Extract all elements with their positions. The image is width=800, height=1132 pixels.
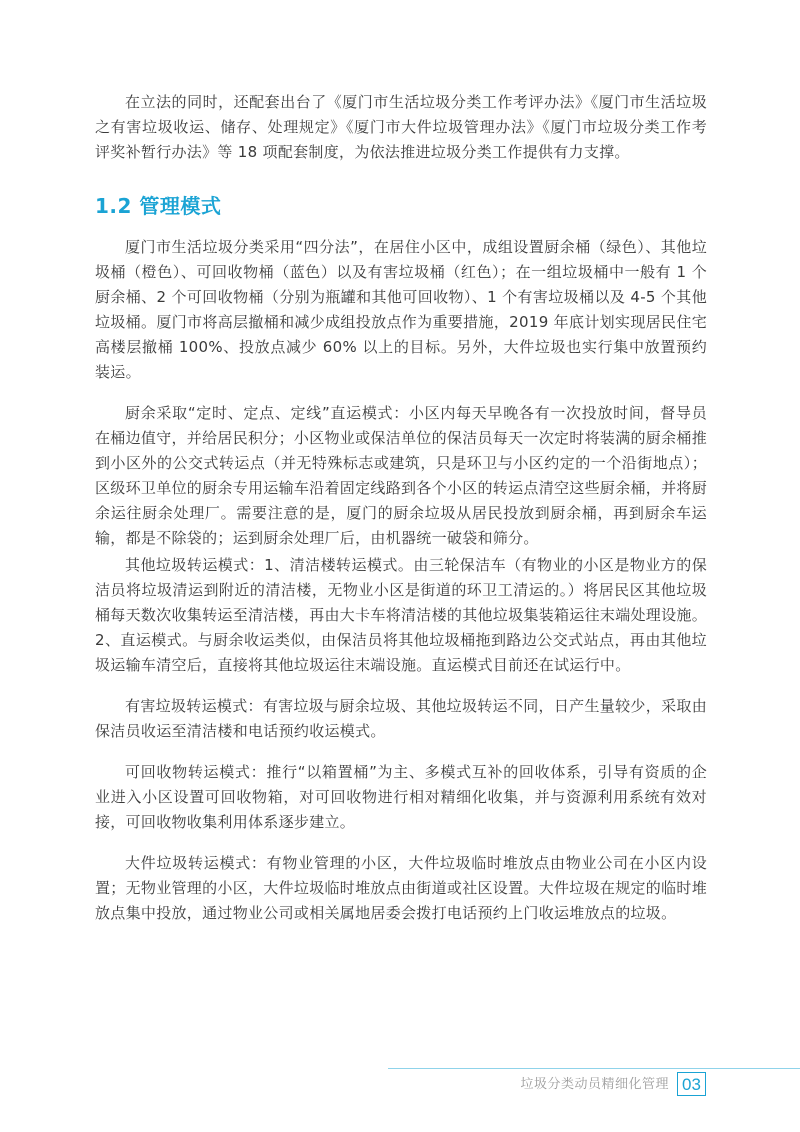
paragraph-bulky-waste-mode: 大件垃圾转运模式：有物业管理的小区，大件垃圾临时堆放点由物业公司在小区内设置；无物业管理的小区，大件垃圾临时堆放点由街道或社区设置。大件垃圾在规定的临时堆放点集中投放，通过物业公司或相关属地居委会拨打电话预约上门收运堆放点的垃圾。	[95, 854, 708, 922]
paragraph-four-category-method: 厦门市生活垃圾分类采用“四分法”，在居住小区中，成组设置厨余桶（绿色）、其他垃圾桶（橙色）、可回收物桶（蓝色）以及有害垃圾桶（红色）；在一组垃圾桶中一般有 1 个厨余桶、2 个可回收物桶（分别为瓶罐和其他可回收物）、1 个有害垃圾桶以及 4-5 个其他垃圾桶。厦门市将高层撤桶和减少成组投放点作为重要措施，2019 年底计划实现居民住宅高楼层撤桶 100%、投放点减少 60% 以上的目标。另外，大件垃圾也实行集中放置预约装运。	[95, 238, 707, 381]
paragraph-hazardous-waste-mode: 有害垃圾转运模式：有害垃圾与厨余垃圾、其他垃圾转运不同，日产生量较少，采取由保洁员收运至清洁楼和电话预约收运模式。	[95, 697, 707, 740]
footer-divider	[388, 1068, 800, 1069]
intro-paragraph: 在立法的同时，还配套出台了《厦门市生活垃圾分类工作考评办法》《厦门市生活垃圾之有害垃圾收运、储存、处理规定》《厦门市大件垃圾管理办法》《厦门市垃圾分类工作考评奖补暂行办法》等 18 项配套制度，为依法推进垃圾分类工作提供有力支撑。	[95, 93, 707, 161]
paragraph-kitchen-waste-mode: 厨余采取“定时、定点、定线”直运模式：小区内每天早晚各有一次投放时间，督导员在桶边值守，并给居民积分；小区物业或保洁单位的保洁员每天一次定时将装满的厨余桶推到小区外的公交式转运点（并无特殊标志或建筑，只是环卫与小区约定的一个沿街地点）；区级环卫单位的厨余专用运输车沿着固定线路到各个小区的转运点清空这些厨余桶，并将厨余运往厨余处理厂。需要注意的是，厦门的厨余垃圾从居民投放到厨余桶，再到厨余车运输，都是不除袋的；运到厨余处理厂后，由机器统一破袋和筛分。	[95, 404, 708, 547]
page-number: 03	[677, 1072, 706, 1096]
page-content	[95, 90, 707, 926]
section-heading: 1.2 管理模式	[95, 194, 222, 218]
paragraph-other-waste-mode: 其他垃圾转运模式：1、清洁楼转运模式。由三轮保洁车（有物业的小区是物业方的保洁员将垃圾清运到附近的清洁楼，无物业小区是街道的环卫工清运的。）将居民区其他垃圾桶每天数次收集转运至清洁楼，再由大卡车将清洁楼的其他垃圾集装箱运往末端处理设施。2、直运模式。与厨余收运类似，由保洁员将其他垃圾桶拖到路边公交式站点，再由其他垃圾运输车清空后，直接将其他垃圾运往末端设施。直运模式目前还在试运行中。	[95, 556, 708, 674]
footer-title: 垃圾分类动员精细化管理	[520, 1077, 669, 1092]
paragraph-recyclables-mode: 可回收物转运模式：推行“以箱置桶”为主、多模式互补的回收体系，引导有资质的企业进入小区设置可回收物箱，对可回收物进行相对精细化收集，并与资源利用系统有效对接，可回收物收集利用体系逐步建立。	[95, 763, 707, 831]
